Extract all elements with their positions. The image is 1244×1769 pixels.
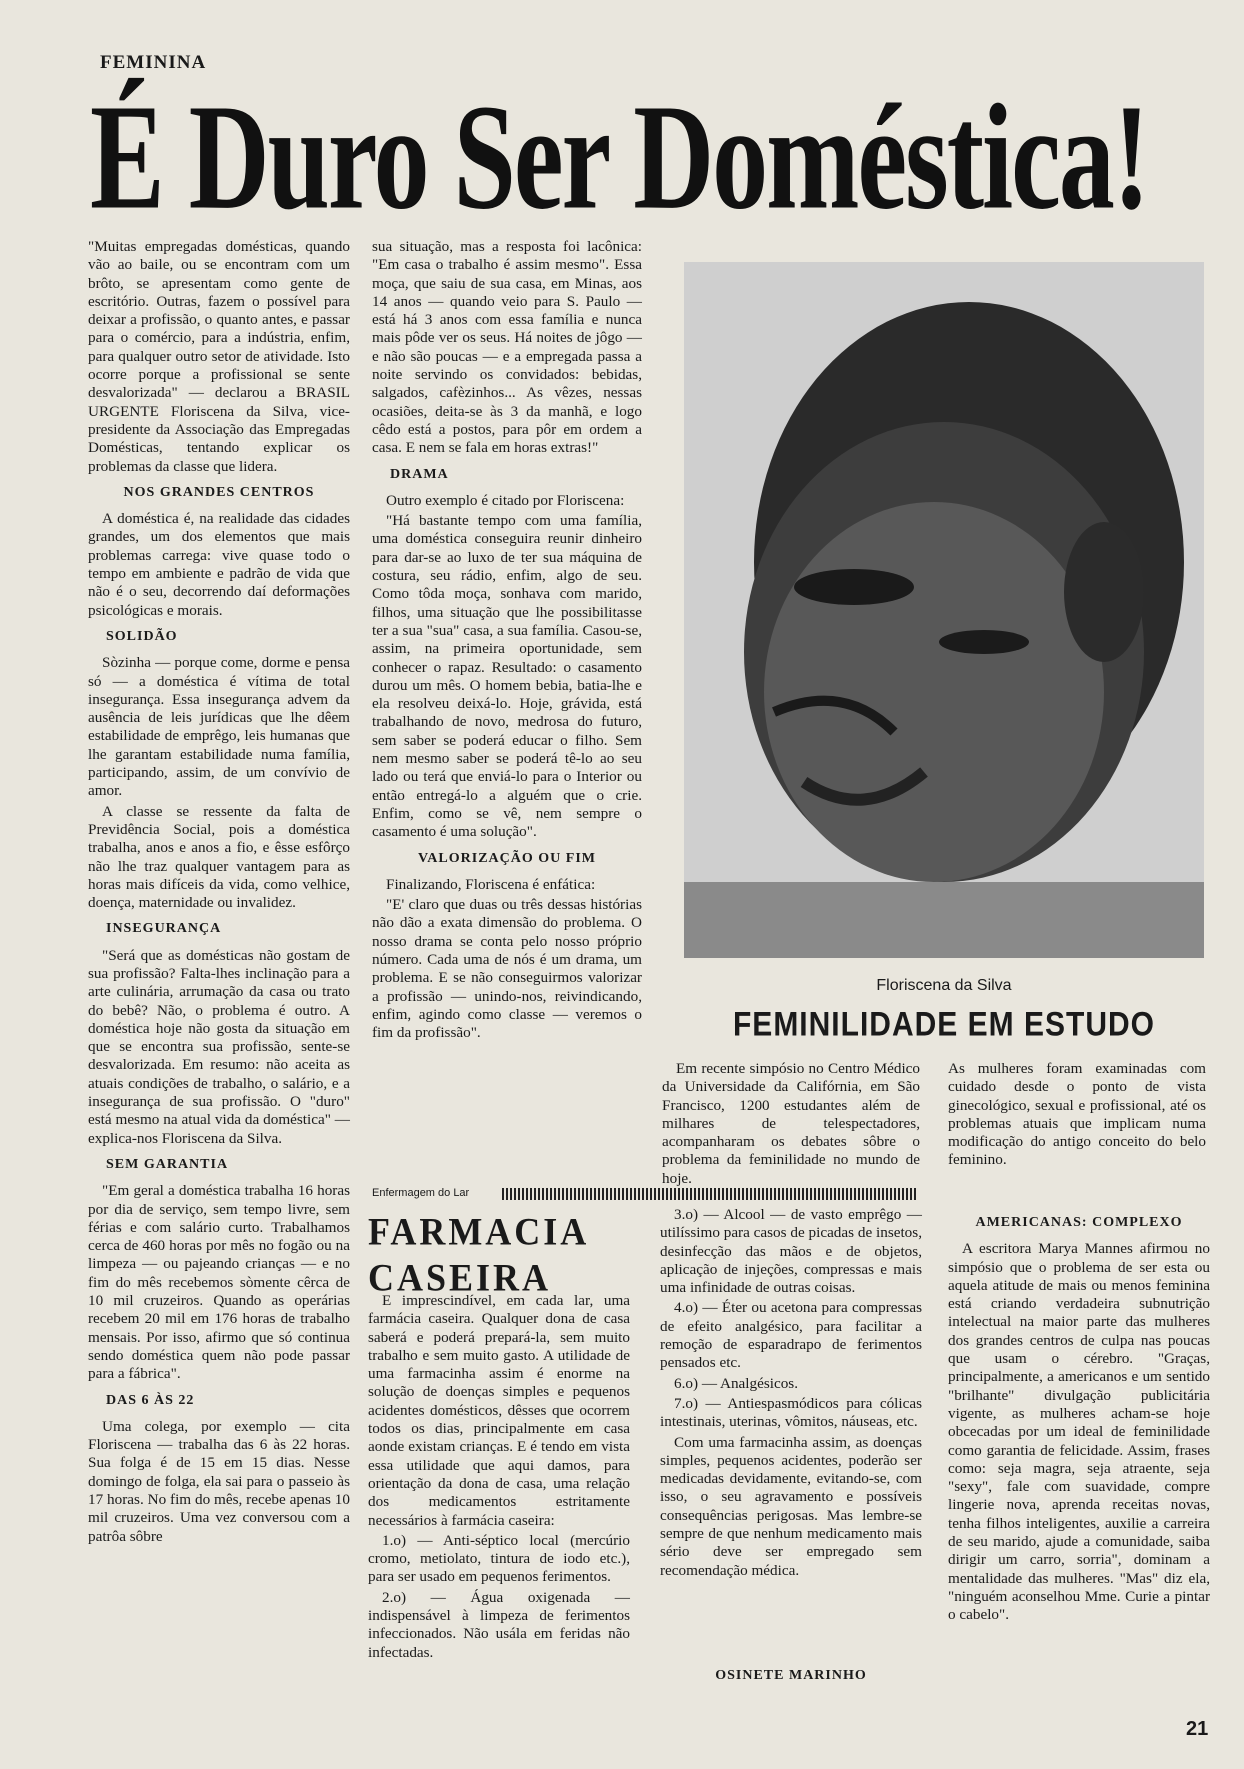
portrait-photo bbox=[684, 262, 1204, 958]
subhead-drama: DRAMA bbox=[390, 466, 449, 482]
paragraph: sua situação, mas a resposta foi lacônica: "Em casa o trabalho é assim mesmo". Essa moça, que saiu de sua casa, em Minas, aos 14 anos — quando veio para S. Paulo — está há 3 anos com essa família e nunca mais pôde ver os seus. Há noites de jôgo — e não são poucas — e a empregada passa a noite servindo os convidados: bebidas, salgados, cafèzinhos... As vêzes, nessas ocasiões, deita-se às 3 da manhã, e logo cêdo está a postos, para pôr em ordem a casa. E nem se fala em horas extras!" bbox=[372, 238, 642, 457]
paragraph: A classe se ressente da falta de Previdência Social, pois a doméstica trabalha, anos e anos a fio, e êsse esfôrço não lhe traz qualquer vantagem para as horas mais difíceis da vida, como velhice, doença, maternidade ou invalidez. bbox=[88, 802, 350, 912]
author-byline: OSINETE MARINHO bbox=[715, 1668, 867, 1683]
feature-column-1 bbox=[662, 1060, 920, 1190]
paragraph: Finalizando, Floriscena é enfática: bbox=[386, 875, 596, 893]
feature-column-2 bbox=[948, 1060, 1206, 1172]
paragraph: Outro exemplo é citado por Floriscena: bbox=[386, 491, 625, 509]
paragraph: E imprescindível, em cada lar, uma farmácia caseira. Qualquer dona de casa saberá e poderá prepará-la, sem muito trabalho e sem muito gasto. A utilidade de uma farmacinha assim é enorme na solução de doenças simples e pequenos acidentes domésticos, dêsses que ocorrem todos os dias, principalmente em casa aonde existam crianças. E é tendo em vista essa utilidade que aqui damos, para orientação da dona de casa, uma relação dos medicamentos estritamente necessários à farmácia caseira: bbox=[368, 1292, 630, 1529]
paragraph: "Será que as domésticas não gostam de sua profissão? Falta-lhes inclinação para a arte culinária, arrumação da casa ou trato do bebê? Não, o problema é outro. A doméstica hoje não gosta da situação em que se encontra sua profissão, sente-se desvalorizada. Em resumo: não aceita as atuais condições de trabalho, o salário, e a insegurança de sua profissão. O "duro" está mesmo na atual vida da doméstica" — explica-nos Floriscena da Silva. bbox=[88, 946, 350, 1147]
paragraph: Sòzinha — porque come, dorme e pensa só — a doméstica é vítima de total insegurança. Essa insegurança advem da ausência de leis jurídicas que lhe dêem estabilidade de emprêgo, leis humanas que lhe garantam estabilidade numa família, participando, assim, de um convívio de amor. bbox=[88, 654, 350, 800]
paragraph: A doméstica é, na realidade das cidades grandes, um dos elementos que mais problemas carrega: vive quase todo o tempo em ambiente e padrão de vida que não é o seu, decorrendo daí deformações psicológicas e morais. bbox=[88, 510, 350, 619]
pharmacy-column-2 bbox=[660, 1206, 922, 1582]
subhead-nos-grandes-centros: NOS GRANDES CENTROS bbox=[123, 484, 315, 500]
americans-column bbox=[948, 1206, 1210, 1627]
paragraph: As mulheres foram examinadas com cuidado desde o ponto de vista ginecológico, sexual e profissional, até os problemas atuais que implicam numa modificação do antigo conceito do belo feminino. bbox=[948, 1060, 1206, 1169]
pharmacy-column-1 bbox=[368, 1292, 630, 1664]
subhead-americanas: AMERICANAS: COMPLEXO bbox=[975, 1215, 1183, 1230]
article-column-1 bbox=[88, 238, 350, 1548]
article-column-2 bbox=[372, 238, 642, 1044]
pharmacy-title-line2: CASEIRA bbox=[368, 1255, 552, 1300]
subhead-das-6-as-22: DAS 6 ÀS 22 bbox=[106, 1392, 195, 1408]
pharmacy-title bbox=[368, 1208, 589, 1300]
subhead-valorizacao-ou-fim: VALORIZAÇÃO OU FIM bbox=[418, 850, 596, 866]
paragraph: "Há bastante tempo com uma família, uma doméstica conseguira reunir dinheiro para dar-se ao luxo de ter sua máquina de costura, seu rádio, enfim, algo de seu. Como tôda moça, sonhava com marido, filhos, uma situação que lhe possibilitasse ter a sua "sua" casa, a sua família. Casou-se, assim, na primeira oportunidade, sem conhecer o rapaz. Resultado: o casamento durou um mês. O homem bebia, batia-lhe e ela resolveu deixá-lo. Hoje, grávida, está trabalhando de novo, medrosa do futuro, sem saber se poderá educar o filho. Sem nem mesmo saber se poderá tê-lo ao seu lado ou terá que enviá-lo para o Interior ou então entregá-lo a alguém que o crie. Enfim, como se vê, nem sempre o casamento é uma solução". bbox=[372, 512, 642, 841]
subhead-inseguranca: INSEGURANÇA bbox=[106, 921, 222, 937]
pharmacy-title-line1: FARMACIA bbox=[368, 1209, 590, 1254]
list-item: 2.o) — Água oxigenada — indispensável à limpeza de ferimentos infeccionados. Não usála em feridas não infectadas. bbox=[368, 1588, 630, 1661]
list-item: 4.o) — Éter ou acetona para compressas de efeito analgésico, para facilitar a remoção de esparadrapo de ferimentos pensados etc. bbox=[660, 1299, 922, 1372]
list-item: 3.o) — Alcool — de vasto emprêgo — utilíssimo para casos de picadas de insetos, desinfecção das mãos e de objetos, aplicação de injeções, compressas e mais uma infinidade de outras coisas. bbox=[660, 1206, 922, 1297]
headline: É Duro Ser Doméstica! bbox=[90, 73, 1149, 242]
photo-caption: Floriscena da Silva bbox=[876, 977, 1012, 994]
paragraph: Uma colega, por exemplo — cita Floriscena — trabalha das 6 às 22 horas. Sua folga é de 15 em 15 dias. Nesse domingo de folga, ela sai para o passeio às 17 horas. No fim do mês, recebe apenas 10 mil cruzeiros. Uma vez conversou com a patrôa sôbre bbox=[88, 1417, 350, 1545]
pharmacy-kicker: Enfermagem do Lar bbox=[372, 1187, 470, 1199]
subhead-sem-garantia: SEM GARANTIA bbox=[106, 1156, 229, 1172]
list-item: 1.o) — Anti-séptico local (mercúrio cromo, metiolato, tintura de iodo etc.), para ser usado em pequenos ferimentos. bbox=[368, 1531, 630, 1586]
paragraph: Em recente simpósio no Centro Médico da Universidade da Califórnia, em São Francisco, 1200 estudantes além de milhares de telespectadores, acompanharam os debates sôbre o problema da feminilidade no mundo de hoje. bbox=[662, 1060, 920, 1187]
subhead-solidao: SOLIDÃO bbox=[106, 628, 178, 644]
section-label: FEMININA bbox=[100, 52, 207, 73]
feature-title: FEMINILIDADE EM ESTUDO bbox=[732, 1005, 1155, 1044]
paragraph: "E' claro que duas ou três dessas histórias não dão a exata dimensão do problema. O nosso drama se conta pelo nosso próprio número. Cada uma de nós é um drama, um problema. E se não conseguirmos valorizar a profissão — unindo-nos, reivindicando, enfim, agindo como classe — veremos o fim da profissão". bbox=[372, 896, 642, 1042]
page-number: 21 bbox=[1186, 1718, 1209, 1740]
paragraph: "Em geral a doméstica trabalha 16 horas por dia de serviço, sem tempo livre, sem férias e com salário curto. Trabalhamos cerca de 460 horas por mês no fogão ou na limpeza — ou pajeando crianças — e no fim do mês recebemos sòmente cêrca de 10 mil cruzeiros. Quando as operárias recebem 20 mil em 176 horas de trabalho mensais. Por isso, afirmo que só continua sendo doméstica quem não pode passar para a fábrica". bbox=[88, 1182, 350, 1383]
section-rule bbox=[502, 1188, 917, 1200]
intro-paragraph: "Muitas empregadas domésticas, quando vão ao baile, ou se encontram com um brôto, se apresentam como gente de escritório. Outras, fazem o possível para deixar a profissão, o quanto antes, e passar para o comércio, para a indústria, enfim, para qualquer outro setor de atividade. Isto ocorre porque a profissional se sente desvalorizada" — declarou a BRASIL URGENTE Floriscena da Silva, vice-presidente da Associação das Empregadas Domésticas, tentando explicar os problemas da classe que lidera. bbox=[88, 238, 350, 475]
paragraph: Com uma farmacinha assim, as doenças simples, pequenos acidentes, poderão ser medicadas devidamente, evitando-se, com isso, o seu agravamento e possíveis consequências perigosas. Mas lembre-se sempre de que nenhum medicamento mais sério deve ser empregado sem recomendação médica. bbox=[660, 1433, 922, 1579]
list-item: 7.o) — Antiespasmódicos para cólicas intestinais, uterinas, vômitos, náuseas, etc. bbox=[660, 1394, 922, 1431]
paragraph: A escritora Marya Mannes afirmou no simpósio que o problema de ser esta ou aquela atitude de mais ou menos feminina está criando verdadeira subnutrição intelectual na maior parte das mulheres dos grandes centros de culpa nas poucas que usam o cérebro. "Graças, principalmente, a americanos e um sentido "brilhante" divulgação publicitária vigente, as mulheres acham-se hoje obcecadas por um ideal de feminilidade como garantia de felicidade. Assim, frases como: seja magra, seja atraente, seja "sexy", fale com suavidade, compre lingerie nova, aprenda receitas novas, tenha filhos inteligentes, auxilie a carreira de seu marido, ajude a comunidade, saiba dirigir um carro, sorria", dominam a mentalidade das mulheres. "Mas" diz ela, "ninguém aconselhou Mme. Curie a pintar o cabelo". bbox=[948, 1240, 1210, 1624]
portrait-illustration bbox=[684, 262, 1204, 958]
list-item: 6.o) — Analgésicos. bbox=[674, 1374, 799, 1392]
